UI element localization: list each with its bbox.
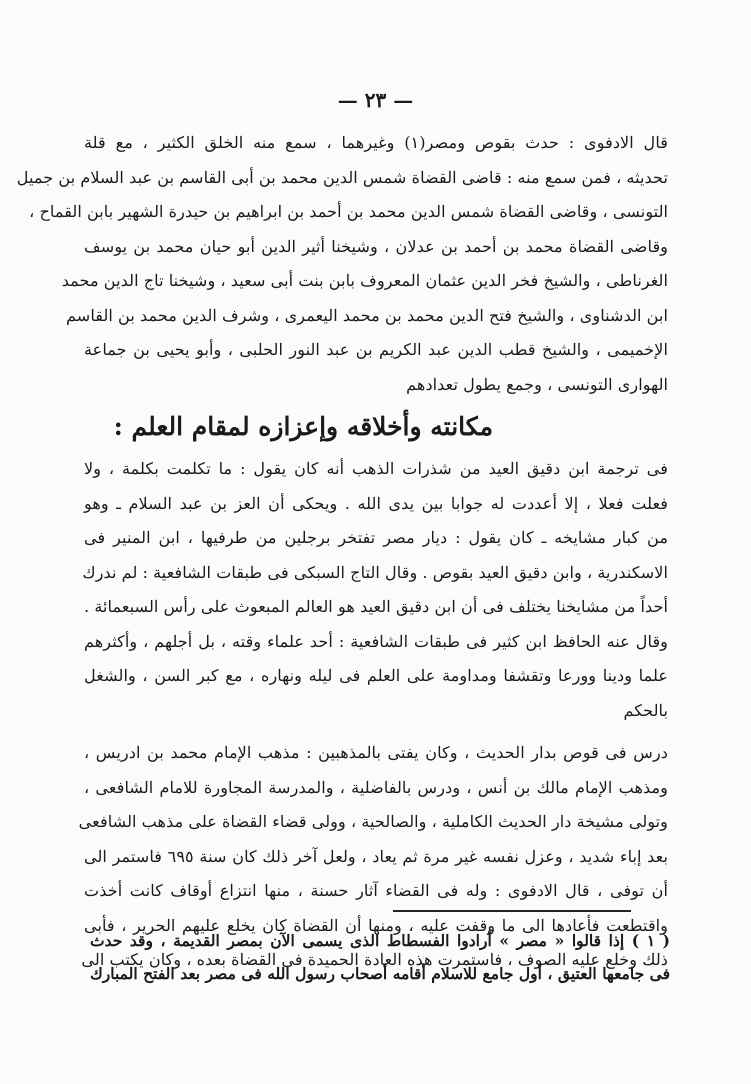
text-line: أن توفى ، قال الادفوى : وله فى القضاء آثار حسنة ، منها انتزاع أوقاف كانت أخذت <box>84 881 668 900</box>
section-heading: مكانته وأخلاقه وإعزازه لمقام العلم : <box>113 412 493 441</box>
paragraph-status <box>84 452 668 728</box>
text-line: الإخميمى ، والشيخ قطب الدين عبد الكريم بن عبد النور الحلبى ، وأبو يحيى بن جماعة <box>84 340 668 359</box>
text-line: علما ودينا وورعا وتقشفا ومداومة على العلم فى ليله ونهاره ، مع كبر السن ، والشغل <box>84 666 668 685</box>
text-line: الهوارى التونسى ، وجمع يطول تعدادهم <box>406 374 668 394</box>
text-line: ذلك وخلع عليه الصوف ، فاستمرت هذه العادة الحميدة فى القضاة بعده ، وكان يكتب الى <box>81 950 668 969</box>
text-line: وقال عنه الحافظ ابن كثير فى طبقات الشافعية : أحد علماء وقته ، بل أجلهم ، وأكثرهم <box>84 631 668 651</box>
text-line: ابن الدشناوى ، والشيخ فتح الدين محمد بن محمد اليعمرى ، وشرف الدين محمد بن القاسم <box>66 305 668 325</box>
text-line: وتولى مشيخة دار الحديث الكاملية ، والصالحية ، وولى قضاء القضاة على مذهب الشافعى <box>78 812 668 831</box>
text-line: فعلت فعلا ، إلا أعددت له جوابا بين يدى الله . ويحكى أن العز بن عبد السلام ـ وهو <box>84 493 668 513</box>
footnote-line: فى جامعها العتيق ، أول جامع للاسلام أقامه أصحاب رسول الله فى مصر بعد الفتح المبارك <box>90 964 670 983</box>
main-text <box>16 126 671 978</box>
text-line: أحداً من مشايخنا يختلف فى أن ابن دقيق العيد هو العالم المبعوث على رأس السبعمائة . <box>84 597 668 616</box>
footnote <box>90 924 670 990</box>
text-line: واقتطعت فأعادها الى ما وقفت عليه ، ومنها أن القضاة كان يخلع عليهم الحرير ، فأبى <box>84 915 668 935</box>
paragraph-students <box>16 126 668 402</box>
footnote-line: ( ١ ) إذا قالوا « مصر » أرادوا الفسطاط الذى يسمى الآن بمصر القديمة ، وقد حدث <box>90 931 671 950</box>
text-line: من كبار مشايخه ـ كان يقول : ديار مصر تفتخر برجلين من طرفيها ، ابن المنير فى <box>84 528 668 547</box>
text-line: قال الادفوى : حدث بقوص ومصر(١) وغيرهما ، سمع منه الخلق الكثير ، مع قلة <box>84 133 668 152</box>
text-line: التونسى ، وقاضى القضاة شمس الدين محمد بن أحمد بن ابراهيم بن حيدرة الشهير بابن القماح ، <box>29 202 668 221</box>
text-line: بعد إباء شديد ، وعزل نفسه غير مرة ثم يعاد ، ولعل آخر ذلك كان سنة ٦٩٥ فاستمر الى <box>84 846 668 866</box>
page-number: — ٢٣ — <box>337 88 414 112</box>
text-line: بالحكم <box>623 700 668 720</box>
text-line: ومذهب الإمام مالك بن أنس ، ودرس بالفاضلية ، والمدرسة المجاورة للامام الشافعى ، <box>84 777 668 797</box>
text-line: الاسكندرية ، وابن دقيق العيد بقوص . وقال التاج السبكى فى طبقات الشافعية : لم ندرك <box>82 562 668 582</box>
text-line: الغرناطى ، والشيخ فخر الدين عثمان المعروف بابن بنت أبى سعيد ، وشيخنا تاج الدين محمد <box>61 271 668 290</box>
footnote-divider <box>393 910 631 912</box>
text-line: درس فى قوص بدار الحديث ، وكان يفتى بالمذهبين : مذهب الإمام محمد بن ادريس ، <box>84 743 668 762</box>
text-line: فى ترجمة ابن دقيق العيد من شذرات الذهب أنه كان يقول : ما تكلمت بكلمة ، ولا <box>84 459 668 478</box>
paragraph-gap <box>84 728 668 736</box>
text-line: وقاضى القضاة محمد بن أحمد بن عدلان ، وشيخنا أثير الدين أبو حيان محمد بن يوسف <box>84 236 668 256</box>
text-line: تحديثه ، فمن سمع منه : قاضى القضاة شمس الدين محمد بن أبى القاسم بن عبد السلام بن جميل <box>16 167 668 187</box>
